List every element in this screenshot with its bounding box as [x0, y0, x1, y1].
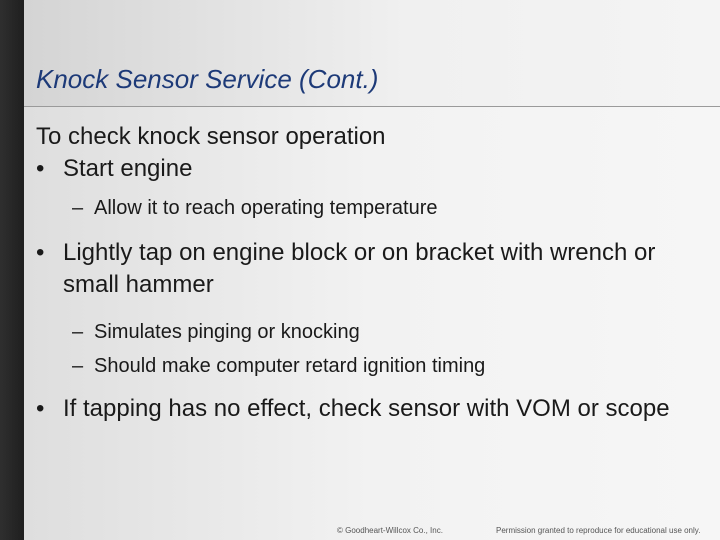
left-accent-bar [0, 0, 24, 540]
sub-item-operating-temperature [36, 193, 706, 223]
bullet-text: Lightly tap on engine block or on bracket with wrench or small hammer [63, 239, 656, 298]
bullet-text: Start engine [63, 155, 193, 182]
footer-permission: Permission granted to reproduce for educational use only. [496, 526, 701, 535]
dash-icon: – [72, 321, 84, 343]
sub-item-text: Should make computer retard ignition timing [94, 355, 486, 377]
sub-item-text: Simulates pinging or knocking [94, 321, 360, 343]
dash-icon: – [72, 197, 84, 219]
slide-content [36, 121, 706, 425]
intro-text: To check knock sensor operation [36, 123, 386, 150]
bullet-item-tap-engine [36, 237, 706, 301]
bullet-icon: • [36, 239, 45, 266]
bullet-text: If tapping has no effect, check sensor with VOM or scope [63, 395, 670, 422]
bullet-icon: • [36, 395, 45, 422]
footer-copyright: © Goodheart-Willcox Co., Inc. [337, 526, 443, 535]
sub-item-retard-timing [36, 351, 706, 381]
sub-item-simulates-pinging [36, 317, 706, 347]
bullet-icon: • [36, 155, 45, 182]
dash-icon: – [72, 355, 84, 377]
slide-title: Knock Sensor Service (Cont.) [36, 64, 379, 94]
sub-item-text: Allow it to reach operating temperature [94, 197, 438, 219]
bullet-item-start-engine [36, 153, 706, 185]
bullet-item-check-sensor [36, 393, 706, 425]
